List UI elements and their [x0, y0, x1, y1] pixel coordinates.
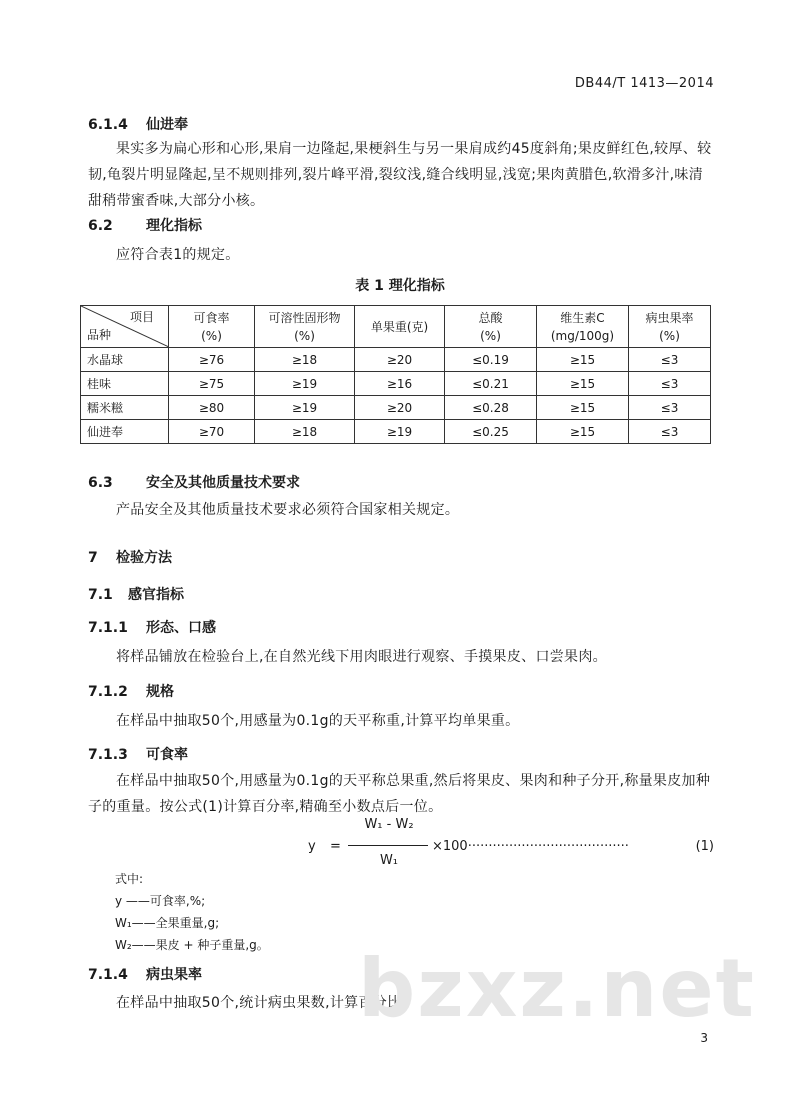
section-7-1-4-paragraph: 在样品中抽取50个,统计病虫果数,计算百分比。 — [116, 995, 416, 1011]
table-cell: ≤3 — [629, 396, 711, 420]
table-cell: ≥19 — [355, 420, 445, 444]
col-header — [537, 306, 629, 348]
formula-numerator: W₁ - W₂ — [364, 817, 414, 832]
formula-multiplier: ×100······································· — [432, 839, 629, 854]
variable-intro: 式中: — [115, 872, 144, 886]
table-cell: 仙进奉 — [81, 420, 169, 444]
section-7-1-heading — [88, 584, 184, 604]
section-number: 7.1.1 — [88, 620, 128, 636]
table-cell: ≥18 — [255, 348, 355, 372]
corner-label-item: 项目 — [129, 310, 154, 324]
section-number: 7.1.2 — [88, 684, 128, 700]
col-header-line2: (%) — [659, 328, 680, 343]
section-6-1-4-heading — [88, 114, 188, 134]
section-7-1-4-heading — [88, 964, 202, 984]
table-cell: ≥75 — [169, 372, 255, 396]
table-cell: 桂味 — [81, 372, 169, 396]
section-title: 检验方法 — [116, 550, 172, 566]
section-7-heading — [88, 547, 172, 567]
table-cell: ≥15 — [537, 348, 629, 372]
col-header-line1: 病虫果率 — [645, 310, 694, 325]
page-number: 3 — [700, 1031, 708, 1045]
table-caption: 表 1 理化指标 — [355, 278, 445, 294]
table-cell: 水晶球 — [81, 348, 169, 372]
col-header-line2: (%) — [201, 328, 222, 343]
table-cell: ≥76 — [169, 348, 255, 372]
section-number: 7.1.4 — [88, 967, 128, 983]
section-number: 6.3 — [88, 475, 113, 491]
physchem-table — [80, 305, 711, 444]
table-cell: ≥20 — [355, 348, 445, 372]
table-cell: ≥20 — [355, 396, 445, 420]
section-number: 6.1.4 — [88, 117, 128, 133]
table-row — [81, 420, 711, 444]
table-cell: ≥16 — [355, 372, 445, 396]
section-number: 6.2 — [88, 218, 113, 234]
section-6-2-paragraph: 应符合表1的规定。 — [116, 247, 240, 263]
section-title: 安全及其他质量技术要求 — [146, 475, 300, 491]
variable-item: y ——可食率,%; — [115, 894, 206, 908]
table-cell: ≥15 — [537, 420, 629, 444]
col-header-line1: 维生素C — [560, 310, 605, 325]
section-title: 病虫果率 — [146, 967, 202, 983]
formula-equals: = — [330, 839, 341, 854]
section-6-1-4-paragraph: 果实多为扁心形和心形,果肩一边隆起,果梗斜生与另一果肩成约45度斜角;果皮鲜红色,较厚、较韧,龟裂片明显隆起,呈不规则排列,裂片峰平滑,裂纹浅,缝合线明显,浅宽;果肉黄腊色,软滑多汁,味清甜稍带蜜香味,大部分小核。 — [88, 141, 712, 209]
col-header-line1: 可食率 — [193, 310, 230, 325]
section-number: 7.1.3 — [88, 747, 128, 763]
section-6-3-heading — [88, 472, 300, 492]
corner-label-variety: 品种 — [87, 328, 112, 342]
col-header — [169, 306, 255, 348]
section-7-1-3-heading — [88, 744, 188, 764]
section-7-1-2-paragraph: 在样品中抽取50个,用感量为0.1g的天平称重,计算平均单果重。 — [116, 713, 520, 729]
table-cell: ≥15 — [537, 372, 629, 396]
col-header — [355, 306, 445, 348]
col-header-line2: (mg/100g) — [550, 328, 615, 343]
watermark: bzxz.net — [358, 942, 756, 1035]
formula-denominator: W₁ — [379, 853, 399, 868]
variable-item: W₂——果皮 + 种子重量,g。 — [115, 938, 269, 952]
table-row — [81, 396, 711, 420]
section-7-1-3-paragraph: 在样品中抽取50个,用感量为0.1g的天平称总果重,然后将果皮、果肉和种子分开,称量果皮加种子的重量。按公式(1)计算百分率,精确至小数点后一位。 — [88, 773, 711, 815]
col-header-line2: (%) — [294, 328, 315, 343]
section-7-1-1-heading — [88, 617, 216, 637]
section-title: 感官指标 — [128, 587, 184, 603]
section-title: 仙进奉 — [146, 117, 188, 133]
col-header-line1: 单果重(克) — [370, 319, 429, 334]
section-6-2-heading — [88, 215, 202, 235]
table-cell: ≤3 — [629, 372, 711, 396]
section-6-3-paragraph: 产品安全及其他质量技术要求必须符合国家相关规定。 — [116, 502, 460, 518]
edible-rate-formula — [308, 815, 728, 875]
table-cell: ≤3 — [629, 348, 711, 372]
table-cell: ≥80 — [169, 396, 255, 420]
table-cell: ≤3 — [629, 420, 711, 444]
section-number: 7 — [88, 550, 98, 566]
table-cell: ≤0.25 — [445, 420, 537, 444]
table-corner-cell — [81, 306, 169, 348]
table-cell: ≤0.19 — [445, 348, 537, 372]
table-cell: ≥18 — [255, 420, 355, 444]
fraction-bar — [348, 845, 428, 846]
formula-number: (1) — [695, 839, 714, 854]
col-header — [445, 306, 537, 348]
col-header-line2: (%) — [480, 328, 501, 343]
table-cell: ≥70 — [169, 420, 255, 444]
table-header-row — [81, 306, 711, 348]
table-row — [81, 372, 711, 396]
col-header-line1: 可溶性固形物 — [268, 310, 341, 325]
table-cell: ≤0.28 — [445, 396, 537, 420]
section-7-1-2-heading — [88, 681, 174, 701]
variable-item: W₁——全果重量,g; — [115, 916, 220, 930]
table-row — [81, 348, 711, 372]
variable-list — [115, 868, 269, 956]
section-title: 可食率 — [146, 747, 188, 763]
table-cell: ≤0.21 — [445, 372, 537, 396]
table-cell: ≥15 — [537, 396, 629, 420]
section-number: 7.1 — [88, 587, 113, 603]
table-cell: ≥19 — [255, 372, 355, 396]
col-header — [629, 306, 711, 348]
formula-lhs: y — [308, 839, 316, 854]
section-title: 理化指标 — [146, 218, 202, 234]
section-title: 规格 — [146, 684, 174, 700]
col-header — [255, 306, 355, 348]
section-7-1-1-paragraph: 将样品铺放在检验台上,在自然光线下用肉眼进行观察、手摸果皮、口尝果肉。 — [116, 649, 607, 665]
doc-code-header: DB44/T 1413—2014 — [574, 76, 714, 91]
table-cell: ≥19 — [255, 396, 355, 420]
col-header-line1: 总酸 — [478, 310, 503, 325]
section-title: 形态、口感 — [146, 620, 216, 636]
table-cell: 糯米糍 — [81, 396, 169, 420]
